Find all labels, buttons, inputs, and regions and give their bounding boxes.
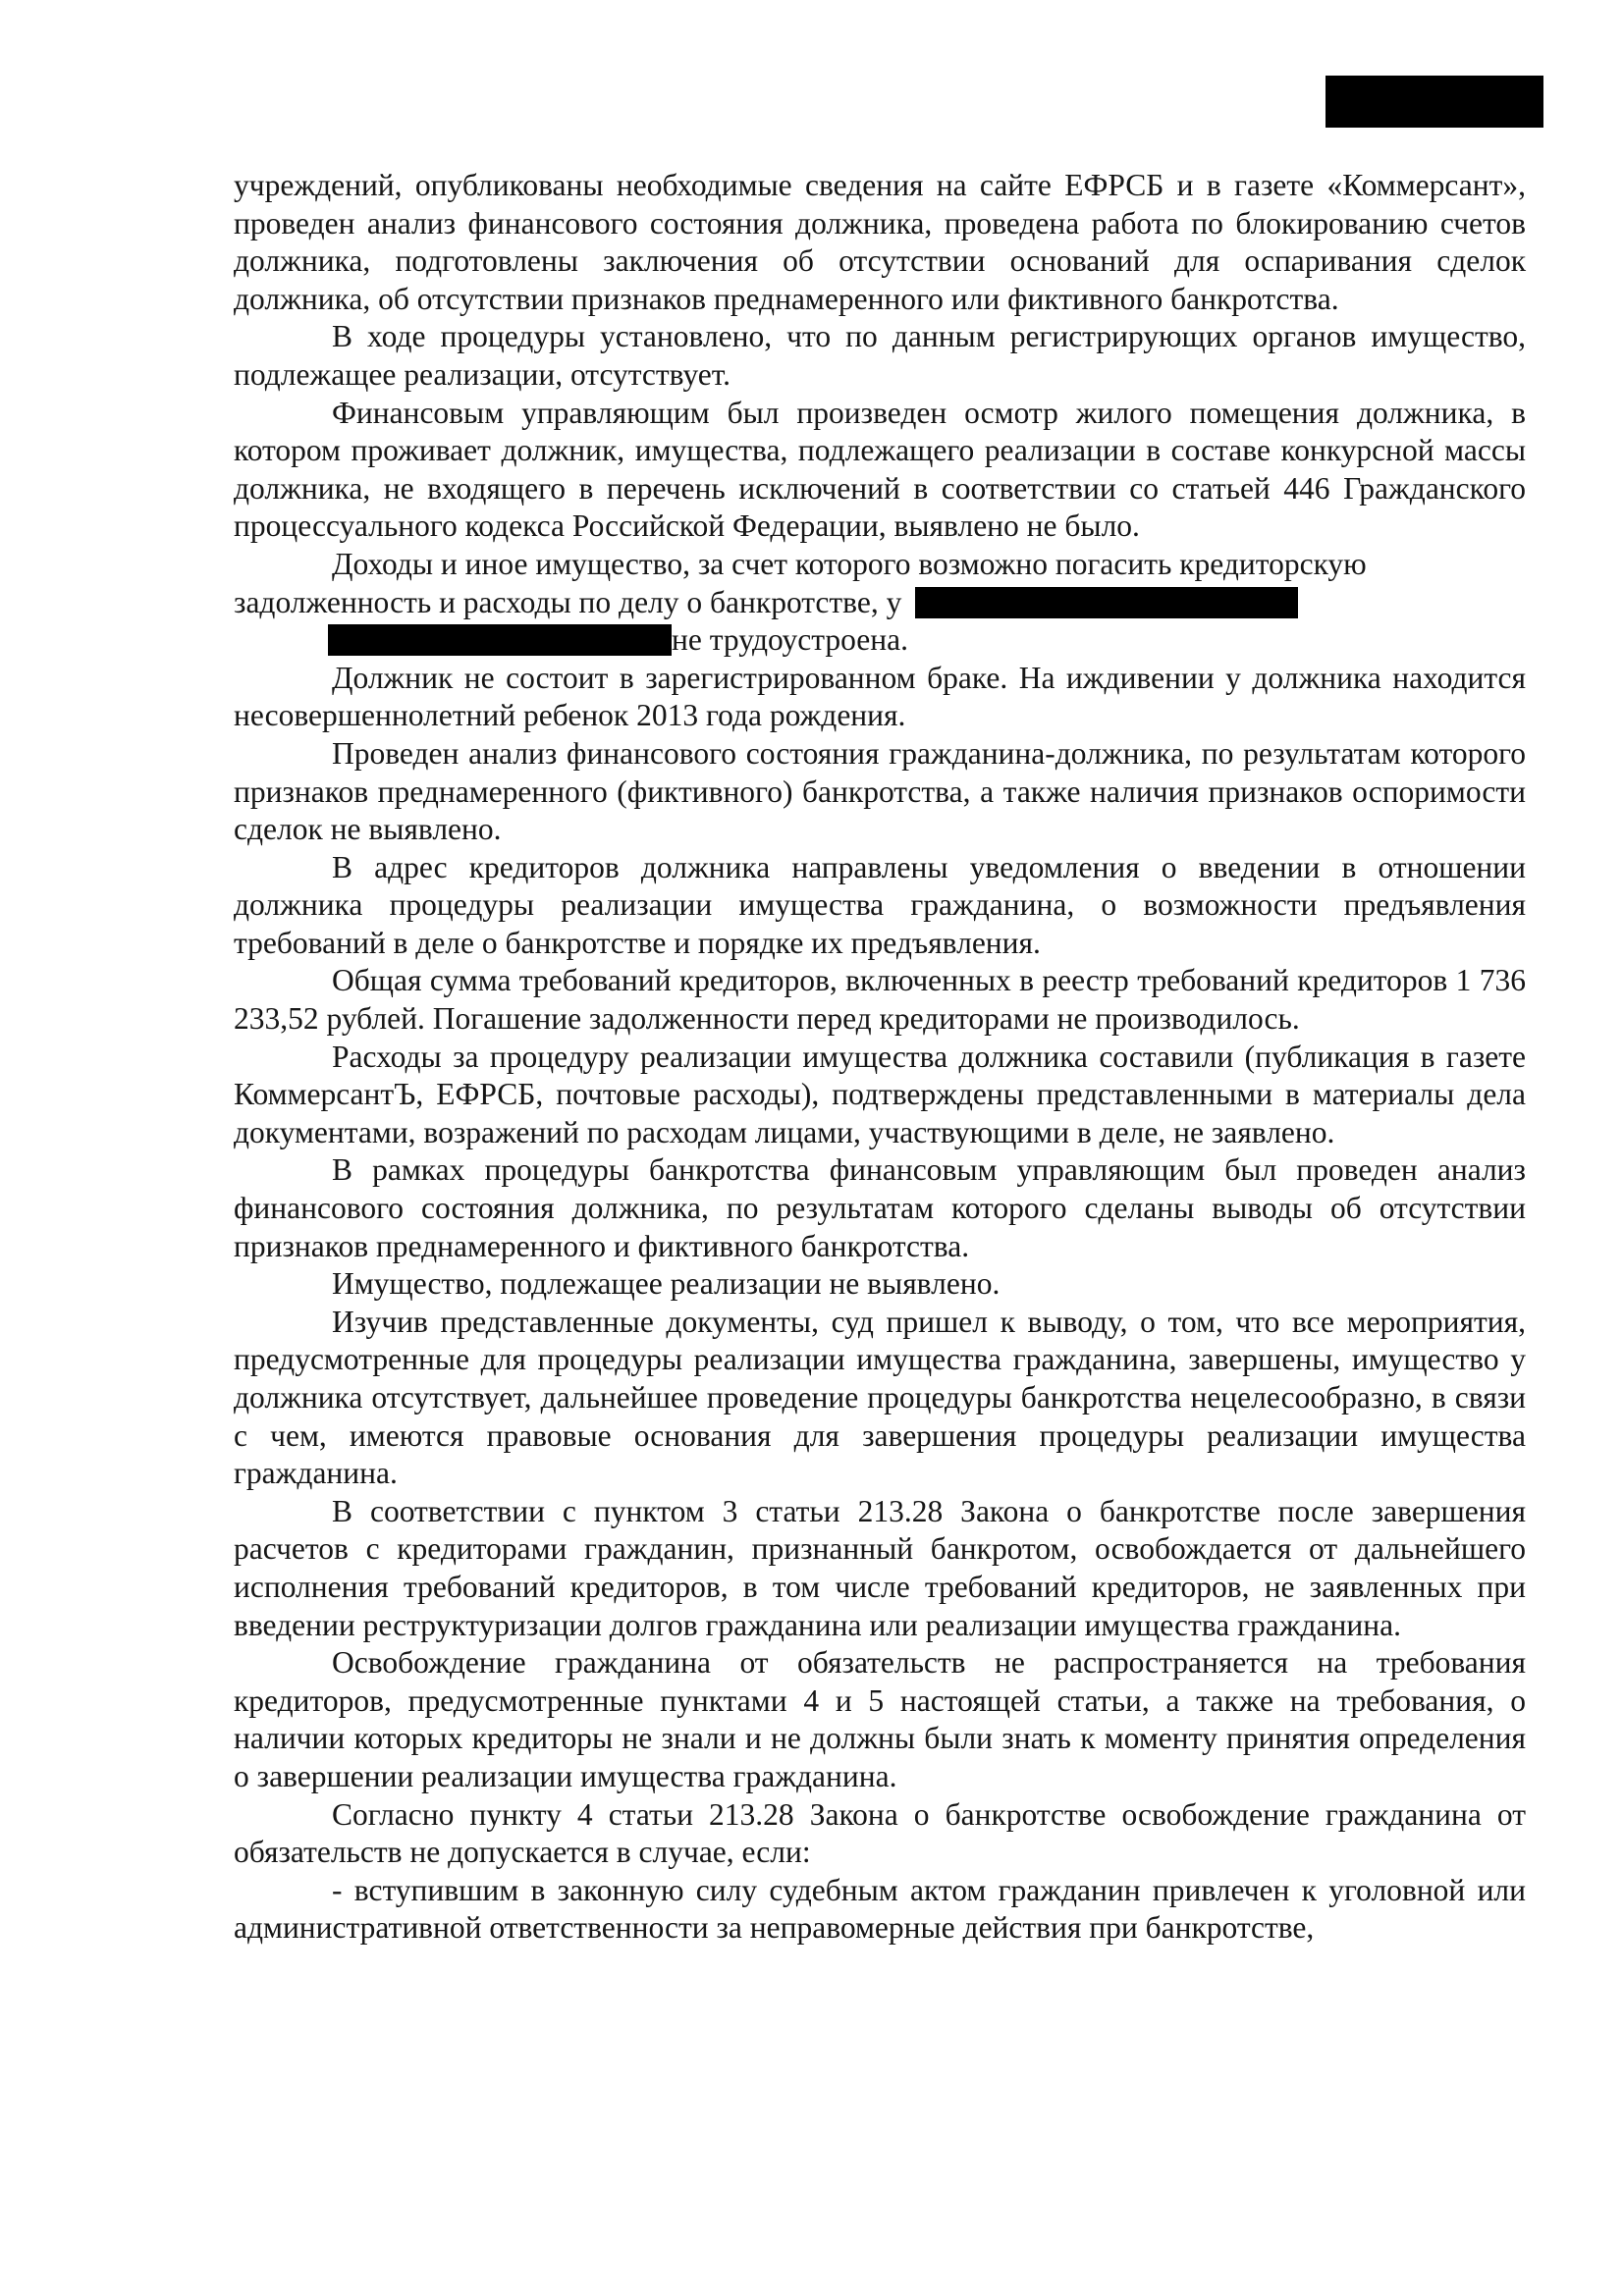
- document-body: [234, 167, 1526, 1948]
- income-line-1: Доходы и иное имущество, за счет которого возможно погасить кредиторскую: [332, 546, 1367, 581]
- paragraph: учреждений, опубликованы необходимые сведения на сайте ЕФРСБ и в газете «Коммерсант», проведен анализ финансового состояния должника, проведена работа по блокированию счетов должника, подготовлены заключения об отсутствии оснований для оспаривания сделок должника, об отсутствии признаков преднамеренного или фиктивного банкротства.: [234, 168, 1526, 316]
- redaction-block: [1325, 76, 1543, 128]
- paragraph: - вступившим в законную силу судебным актом гражданин привлечен к уголовной или административной ответственности за неправомерные действия при банкротстве,: [234, 1872, 1526, 1946]
- paragraph: Согласно пункту 4 статьи 213.28 Закона о банкротстве освобождение гражданина от обязательств не допускается в случае, если:: [234, 1796, 1526, 1870]
- paragraph: В соответствии с пунктом 3 статьи 213.28 Закона о банкротстве после завершения расчетов с кредиторами гражданин, признанный банкротом, освобождается от дальнейшего исполнения требований кредиторов, в том числе требований кредиторов, не заявленных при введении реструктуризации долгов гражданина или реализации имущества гражданина.: [234, 1493, 1526, 1642]
- income-line-2-text: задолженность и расходы по делу о банкротстве, у: [234, 584, 902, 619]
- paragraph: Расходы за процедуру реализации имущества должника составили (публикация в газете КоммерсантЪ, ЕФРСБ, почтовые расходы), подтверждены представленными в материалы дела документами, возражений по расходам лицами, участвующими в деле, не заявлено.: [234, 1039, 1526, 1149]
- paragraph: Освобождение гражданина от обязательств не распространяется на требования кредиторов, предусмотренные пунктами 4 и 5 настоящей статьи, а также на требования, о наличии которых кредиторы не знали и не должны были знать к моменту принятия определения о завершении реализации имущества гражданина.: [234, 1645, 1526, 1793]
- paragraph: Должник не состоит в зарегистрированном браке. На иждивении у должника находится несовершеннолетний ребенок 2013 года рождения.: [234, 660, 1526, 733]
- paragraph: В адрес кредиторов должника направлены уведомления о введении в отношении должника процедуры реализации имущества гражданина, о возможности предъявления требований в деле о банкротстве и порядке их предъявления.: [234, 849, 1526, 960]
- paragraph: В рамках процедуры банкротства финансовым управляющим был проведен анализ финансового состояния должника, по результатам которого сделаны выводы об отсутствии признаков преднамеренного и фиктивного банкротства.: [234, 1152, 1526, 1263]
- income-line-2: [234, 584, 1526, 622]
- redaction-block: [328, 624, 672, 656]
- paragraph: Финансовым управляющим был произведен осмотр жилого помещения должника, в котором проживает должник, имущества, подлежащего реализации в составе конкурсной массы должника, не входящего в перечень исключений в соответствии со статьей 446 Гражданского процессуального кодекса Российской Федерации, выявлено не было.: [234, 395, 1526, 544]
- paragraph: Проведен анализ финансового состояния гражданина-должника, по результатам которого признаков преднамеренного (фиктивного) банкротства, а также наличия признаков оспоримости сделок не выявлено.: [234, 735, 1526, 847]
- paragraph: Имущество, подлежащее реализации не выявлено.: [332, 1266, 1001, 1302]
- income-line-3: [234, 621, 1526, 660]
- redaction-block: [915, 587, 1298, 618]
- income-paragraph: [234, 546, 1526, 660]
- paragraph: Изучив представленные документы, суд пришел к выводу, о том, что все мероприятия, предусмотренные для процедуры реализации имущества гражданина, завершены, имущество у должника отсутствует, дальнейшее проведение процедуры банкротства нецелесообразно, в связи с чем, имеются правовые основания для завершения процедуры реализации имущества гражданина.: [234, 1304, 1526, 1491]
- paragraph: В ходе процедуры установлено, что по данным регистрирующих органов имущество, подлежащее реализации, отсутствует.: [234, 319, 1526, 392]
- paragraph: Общая сумма требований кредиторов, включенных в реестр требований кредиторов 1 736 233,52 рублей. Погашение задолженности перед кредиторами не производилось.: [234, 963, 1526, 1037]
- income-line-3-text: не трудоустроена.: [672, 622, 909, 658]
